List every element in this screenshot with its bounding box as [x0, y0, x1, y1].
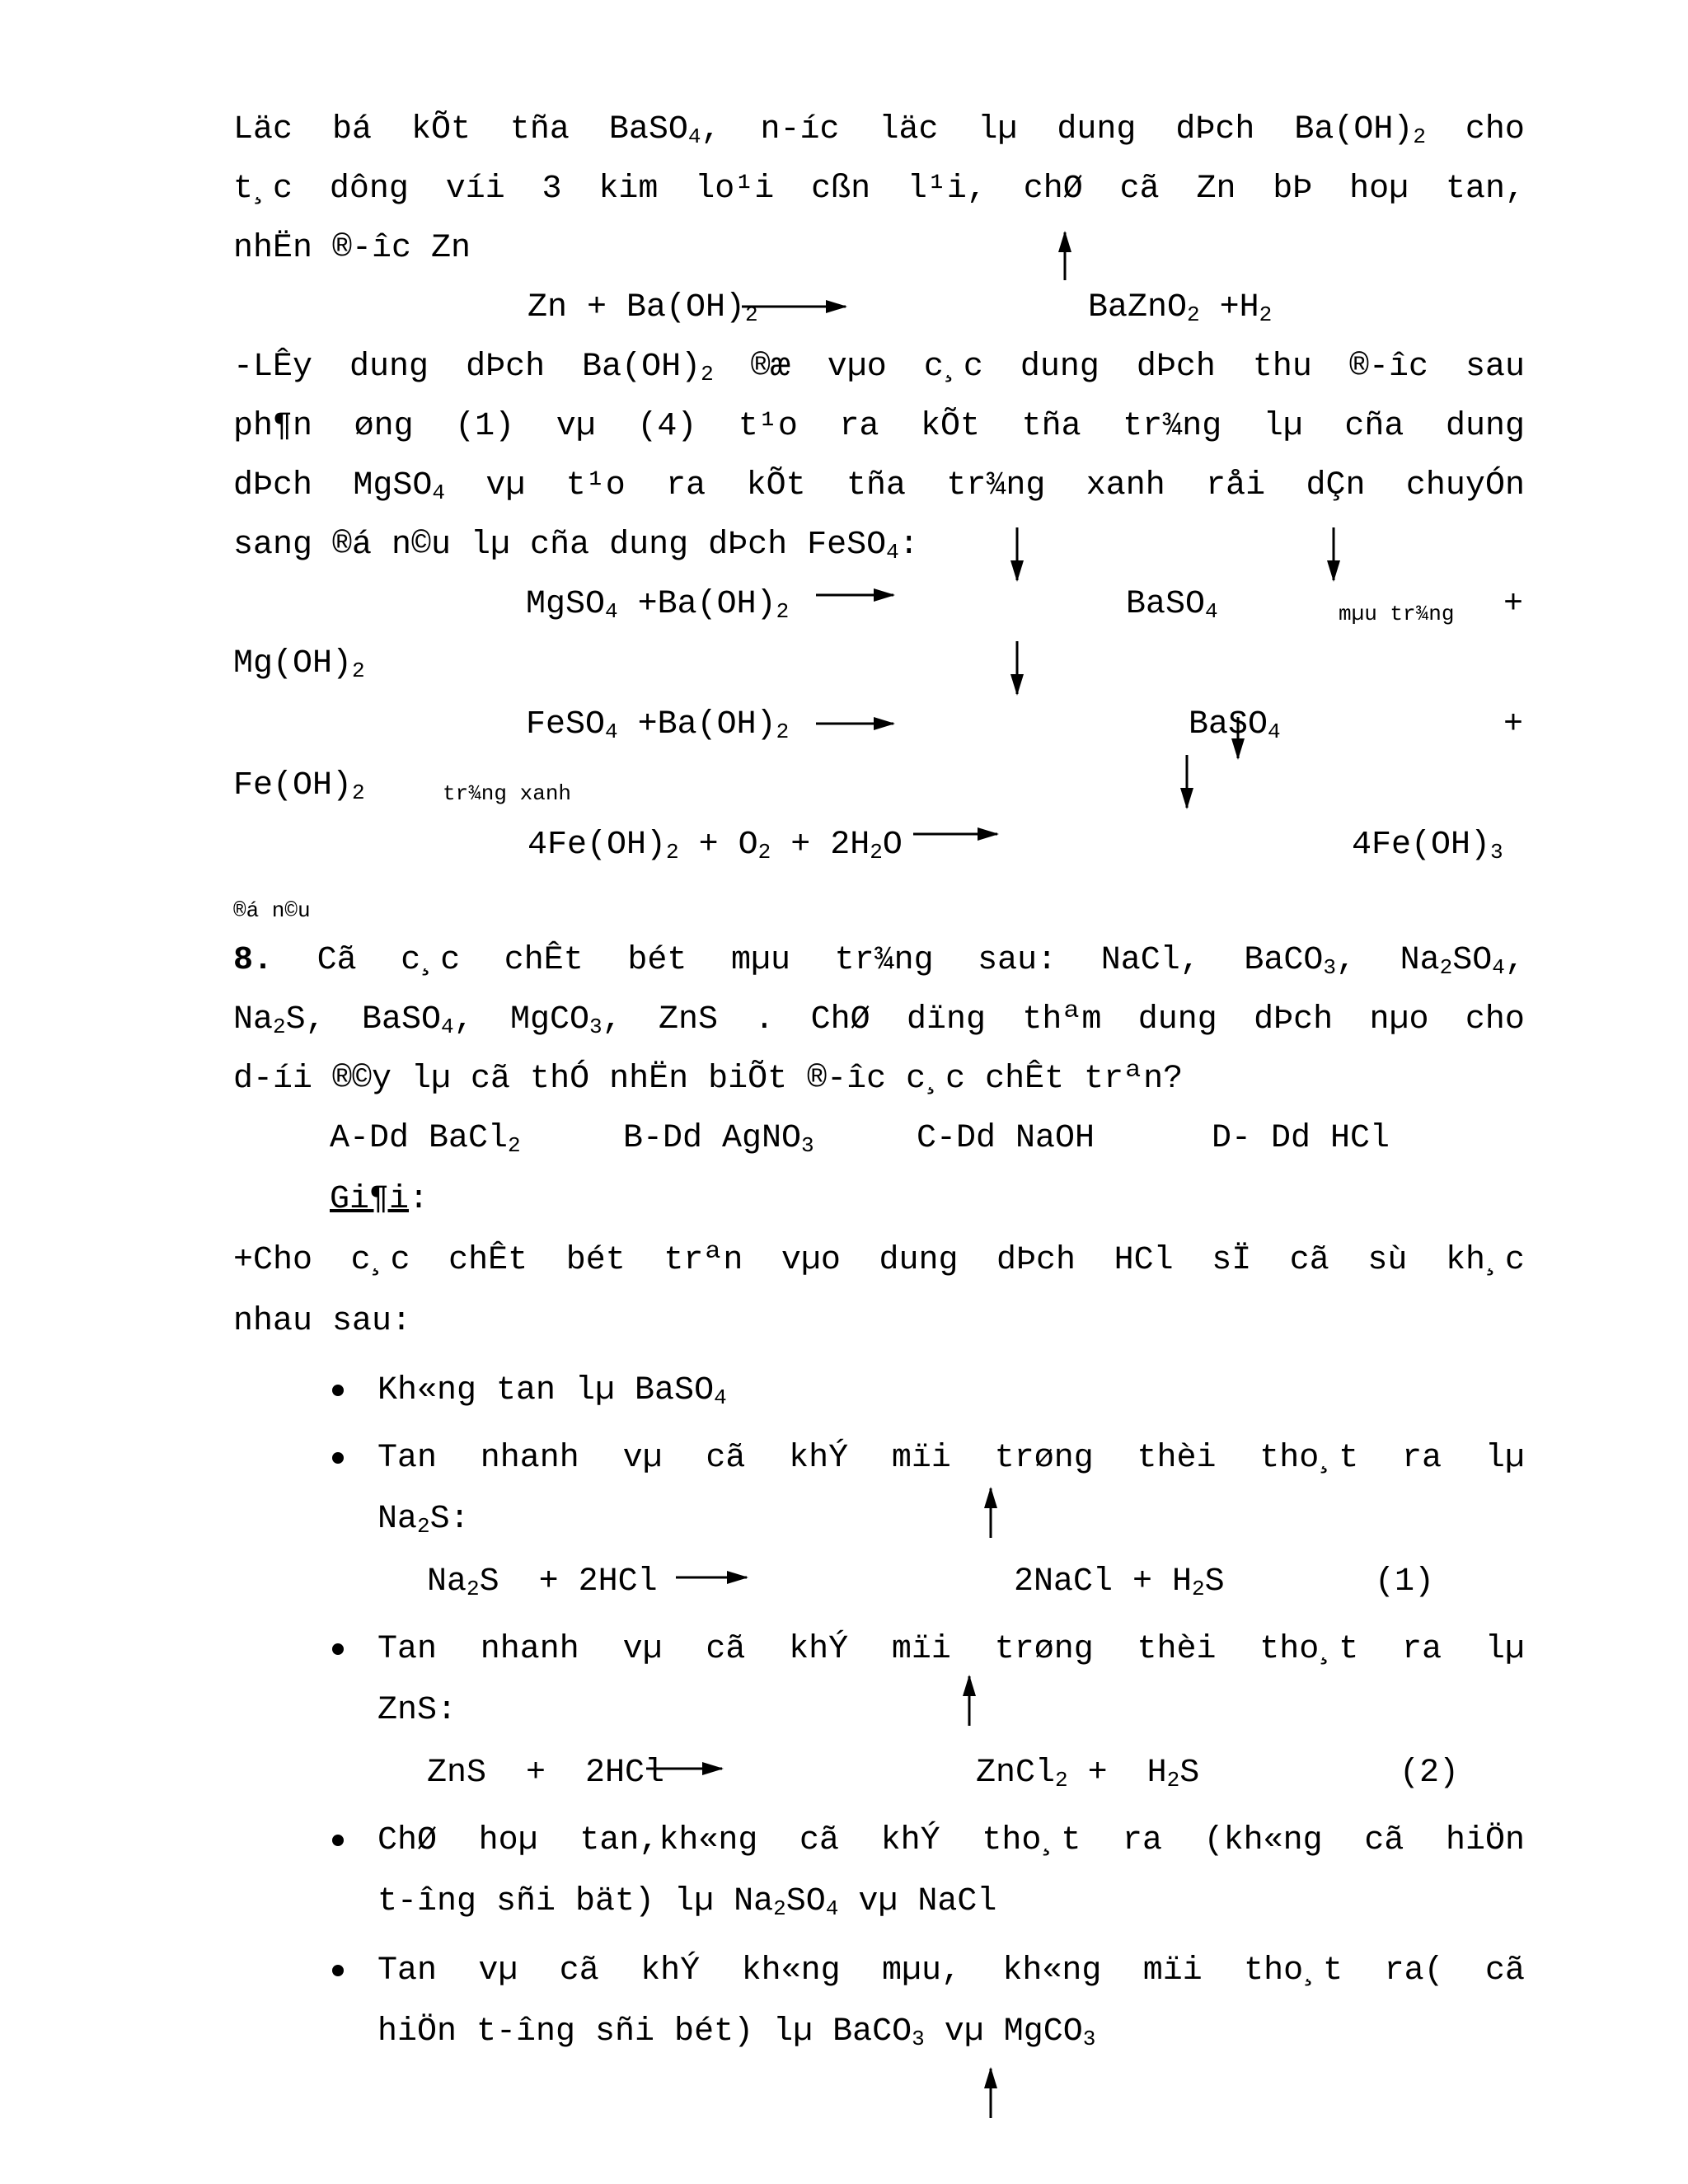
bullet1-text: Kh«ng tan lµ BaSO$_4$: [377, 1372, 727, 1410]
word: ra: [1122, 1822, 1162, 1859]
eq-fe3-right: $4Fe(OH)_3$: [1352, 827, 1503, 865]
option-b: B-Dd AgNO$_3$: [623, 1120, 814, 1158]
word: ra: [839, 408, 879, 445]
word: bá: [331, 111, 372, 148]
word: øng: [354, 408, 414, 445]
word: chØ: [1023, 171, 1083, 208]
word: sÏ: [1212, 1242, 1252, 1279]
word: dung: [349, 349, 429, 386]
word: bét: [565, 1242, 626, 1279]
word: c¸c: [350, 1242, 410, 1279]
word: dung: [1445, 408, 1525, 445]
word: hoµ: [1349, 171, 1409, 208]
word: kÕt: [921, 408, 981, 445]
word: tan,kh«ng: [579, 1822, 758, 1859]
word: tña: [509, 111, 570, 148]
word: Tan: [377, 1440, 438, 1477]
word: cã: [1289, 1242, 1329, 1279]
word: c¸c: [923, 349, 983, 386]
word: tr¾ng: [1123, 408, 1222, 445]
word: Cã: [316, 942, 357, 979]
word: dung: [1137, 1001, 1217, 1038]
word: ph¶n: [233, 408, 313, 445]
word: nµo: [1369, 1001, 1429, 1038]
word: dung: [1020, 349, 1100, 386]
word: dÇn: [1306, 467, 1366, 504]
eq-mg-note: mµu tr¾ng: [1339, 602, 1455, 626]
solution-label: Gi¶i: [330, 1181, 410, 1218]
word: $Na_2SO_4$,: [1400, 942, 1525, 980]
word: cã: [1364, 1822, 1404, 1859]
option-a: A-Dd BaCl$_2$: [330, 1120, 521, 1158]
word: dung: [1057, 111, 1137, 148]
word: läc: [879, 111, 939, 148]
word: cßn: [811, 171, 871, 208]
question-number: 8.: [233, 942, 274, 979]
solution-colon: :: [409, 1181, 429, 1218]
word: BaSO$_4$,: [361, 1001, 474, 1039]
eq2-number: (2): [1400, 1755, 1460, 1792]
word: trøng: [994, 1631, 1094, 1668]
eq-fe-mid: BaSO$_4$: [1189, 706, 1281, 744]
word: mµu,: [881, 1952, 961, 1990]
word: mïi: [1142, 1952, 1203, 1990]
word: tho¸t: [1259, 1440, 1359, 1477]
bullet2-line2: $Na_2S$:: [377, 1501, 470, 1539]
bullet5-line2: hiÖn t-îng sñi bét) lµ BaCO$_3$ vµ MgCO$_3$: [377, 2013, 1096, 2051]
word: tho¸t: [1244, 1952, 1343, 1990]
bullet4-line2: t-îng sñi bät) lµ $Na_2SO_4$ vµ NaCl: [377, 1883, 997, 1921]
word: khÝ: [880, 1822, 940, 1859]
word: kh«ng: [1002, 1952, 1102, 1990]
word: n-íc: [760, 111, 840, 148]
word: råi: [1206, 467, 1266, 504]
word: bÞ: [1273, 171, 1313, 208]
word: vµo: [827, 349, 887, 386]
option-c: C-Dd NaOH: [917, 1120, 1095, 1157]
word: ChØ: [377, 1822, 438, 1859]
word: mµu: [730, 942, 790, 979]
word: dïng: [907, 1001, 987, 1038]
word: dÞch: [1175, 111, 1255, 148]
word: -LÊy: [233, 349, 313, 386]
word: tho¸t: [982, 1822, 1081, 1859]
word: BaSO$_4$,: [608, 111, 721, 149]
word: khÝ: [640, 1952, 701, 1990]
word: víi: [445, 171, 505, 208]
word: lo¹i: [695, 171, 775, 208]
word: vµ: [622, 1631, 663, 1668]
eq-mg-left: MgSO$_4$ $+Ba(OH)_2$: [526, 586, 790, 624]
word: dung: [879, 1242, 959, 1279]
eq1-right: 2NaCl + $H_2S$: [1014, 1563, 1225, 1601]
word: dÞch: [1254, 1001, 1334, 1038]
word: mïi: [891, 1631, 951, 1668]
word: Zn: [1196, 171, 1236, 208]
word: dông: [329, 171, 409, 208]
word: ZnS: [658, 1001, 718, 1038]
word: dÞch: [996, 1242, 1076, 1279]
word: l¹i,: [907, 171, 987, 208]
word: +Cho: [233, 1242, 313, 1279]
word: cho: [1465, 111, 1525, 148]
word: tan,: [1445, 171, 1525, 208]
word: tho¸t: [1259, 1631, 1359, 1668]
word: kÕt: [746, 467, 806, 504]
eq-fe3-note: ®á n©u: [233, 898, 311, 923]
word: cã: [799, 1822, 840, 1859]
eq-fe-left: FeSO$_4$ $+Ba(OH)_2$: [526, 706, 790, 744]
word: dÞch: [233, 467, 313, 504]
word: MgCO$_3$,: [509, 1001, 622, 1039]
word: ra: [666, 467, 706, 504]
word: t¹o: [738, 408, 798, 445]
word: vµo: [781, 1242, 841, 1279]
word: lµ: [1484, 1440, 1525, 1477]
word: mïi: [891, 1440, 951, 1477]
word: kh¸c: [1445, 1242, 1525, 1279]
word: cã: [706, 1440, 746, 1477]
eq2-right: ZnCl$_2$ + $H_2S$: [976, 1755, 1200, 1793]
word: (kh«ng: [1203, 1822, 1323, 1859]
word: Tan: [377, 1952, 438, 1990]
eq-mg-cont: $Mg(OH)_2$: [233, 645, 365, 683]
word: t¹o: [565, 467, 626, 504]
eq-fe3-left: $4Fe(OH)_2 + O_2 + 2H_2O$: [528, 827, 903, 865]
word: $Ba(OH)_2$: [1294, 111, 1426, 149]
word: vµ: [478, 1952, 518, 1990]
word: sau: [1465, 349, 1525, 386]
word: tña: [1021, 408, 1081, 445]
word: cã: [706, 1631, 746, 1668]
word: MgSO$_4$: [353, 467, 446, 505]
eq-fe-cont: $Fe(OH)_2$: [233, 767, 365, 805]
word: tr¾ng: [946, 467, 1046, 504]
word: 3: [542, 171, 562, 208]
word: HCl: [1114, 1242, 1174, 1279]
eq1-number: (1): [1375, 1563, 1435, 1601]
word: lµ: [978, 111, 1018, 148]
word: cã: [1119, 171, 1160, 208]
word: lµ: [1484, 1631, 1525, 1668]
eq2-left: ZnS + 2HCl: [427, 1755, 665, 1792]
word: kim: [598, 171, 659, 208]
word: vµ: [622, 1440, 663, 1477]
word: khÝ: [789, 1440, 849, 1477]
word: cã: [1484, 1952, 1525, 1990]
word: ra: [1402, 1631, 1442, 1668]
word: vµ: [485, 467, 526, 504]
word: dÞch: [466, 349, 546, 386]
eq-fe-plus: +: [1503, 706, 1524, 743]
word: trªn: [663, 1242, 743, 1279]
word: ra(: [1384, 1952, 1444, 1990]
word: ChØ: [810, 1001, 870, 1038]
word: BaCO$_3$,: [1244, 942, 1357, 980]
word: chÊt: [504, 942, 584, 979]
word: nhanh: [480, 1440, 579, 1477]
option-d: D- Dd HCl: [1212, 1120, 1390, 1157]
word: trøng: [994, 1440, 1094, 1477]
word: tña: [846, 467, 906, 504]
eq-zn-right: BaZnO$_2$ $+H_2$: [1088, 289, 1273, 327]
eq-zn-left: $Zn + Ba(OH)_2$: [528, 289, 758, 327]
word: kh«ng: [741, 1952, 841, 1990]
word: thu: [1252, 349, 1312, 386]
word: nhanh: [480, 1631, 579, 1668]
intro-line2: nhau sau:: [233, 1303, 412, 1340]
word: c¸c: [401, 942, 461, 979]
word: cã: [559, 1952, 599, 1990]
word: hiÖn: [1445, 1822, 1525, 1859]
bullet3-line2: ZnS:: [377, 1692, 457, 1729]
word: chÊt: [448, 1242, 528, 1279]
eq-fe-note: tr¾ng xanh: [443, 781, 572, 806]
word: .: [754, 1001, 775, 1038]
word: sù: [1367, 1242, 1408, 1279]
word: chuyÓn: [1405, 467, 1525, 504]
eq-mg-mid: BaSO$_4$: [1126, 586, 1218, 624]
word: ®æ: [750, 349, 790, 386]
word: ra: [1402, 1440, 1442, 1477]
eq-mg-plus: +: [1503, 586, 1524, 623]
para1-line3: nhËn ®-îc Zn: [233, 230, 471, 267]
word: t¸c: [233, 171, 293, 208]
word: cña: [1344, 408, 1404, 445]
word: cho: [1465, 1001, 1525, 1038]
word: vµ: [556, 408, 596, 445]
word: NaCl,: [1100, 942, 1200, 979]
word: (1): [455, 408, 515, 445]
word: hoµ: [478, 1822, 538, 1859]
word: xanh: [1085, 467, 1165, 504]
word: ®-îc: [1348, 349, 1428, 386]
word: Tan: [377, 1631, 438, 1668]
word: sau:: [978, 942, 1057, 979]
word: thªm: [1022, 1001, 1102, 1038]
para2-line4: sang ®á n©u lµ cña dung dÞch FeSO$_4$:: [233, 527, 919, 565]
word: bét: [627, 942, 687, 979]
word: kÕt: [410, 111, 471, 148]
word: lµ: [1263, 408, 1303, 445]
word: dÞch: [1136, 349, 1216, 386]
word: $Na_2S$,: [233, 1001, 326, 1039]
eq1-left: $Na_2S + 2HCl$: [427, 1563, 658, 1601]
word: (4): [637, 408, 697, 445]
word: tr¾ng: [834, 942, 934, 979]
word: Läc: [233, 111, 293, 148]
word: thèi: [1137, 1631, 1217, 1668]
word: thèi: [1137, 1440, 1217, 1477]
q8-line3: d-íi ®©y lµ cã thÓ nhËn biÕt ®-îc c¸c chÊt trªn?: [233, 1061, 1184, 1098]
word: $Ba(OH)_2$: [582, 349, 714, 387]
word: khÝ: [789, 1631, 849, 1668]
